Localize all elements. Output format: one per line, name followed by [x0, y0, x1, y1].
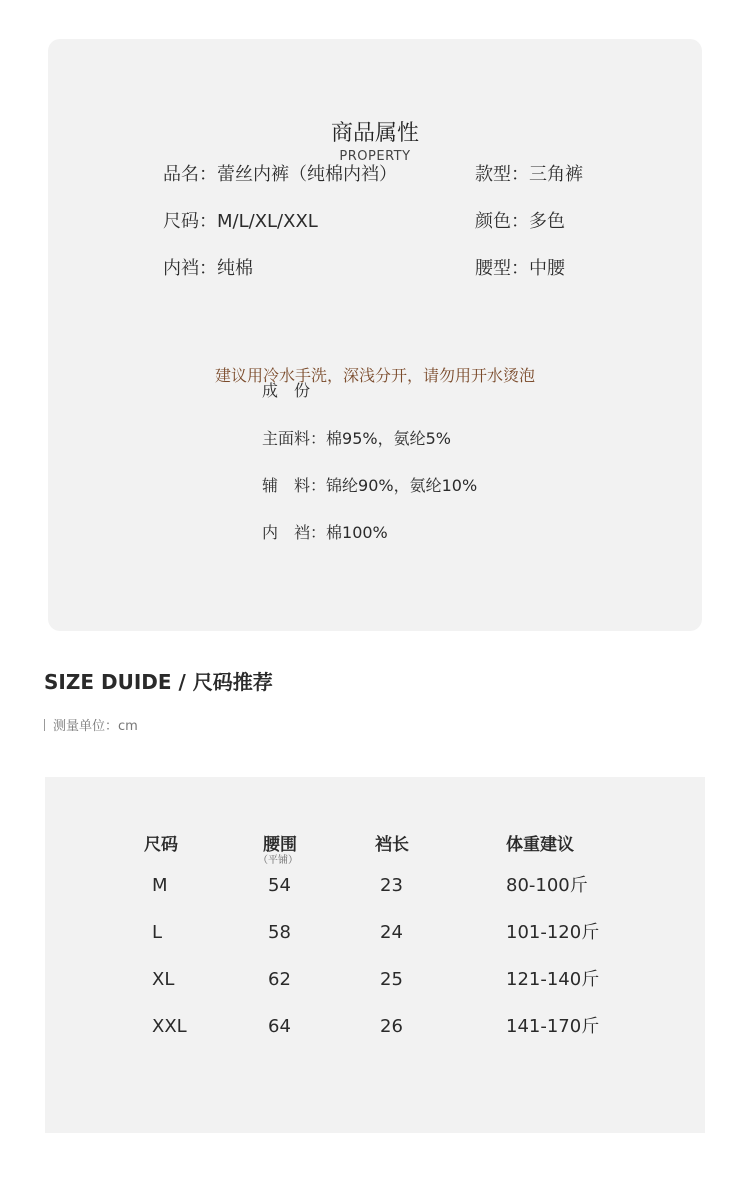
composition-label: 主面料：: [262, 429, 327, 448]
table-cell: 24: [380, 922, 403, 943]
unit-note: [44, 718, 138, 736]
property-card: [48, 39, 702, 631]
attr-size: [163, 210, 318, 234]
size-table: [45, 777, 705, 1133]
attr-name: [163, 163, 397, 187]
attr-label: 款型：: [475, 164, 529, 185]
attr-label: 腰型：: [475, 258, 529, 279]
column-header-size: 尺码: [144, 835, 178, 855]
table-cell: L: [152, 922, 163, 943]
table-cell: XXL: [152, 1016, 187, 1037]
composition-value: 棉95%，氨纶5%: [326, 429, 451, 448]
attr-label: 品名：: [163, 164, 217, 185]
attr-label: 颜色：: [475, 211, 529, 232]
table-cell: M: [152, 875, 168, 896]
table-cell: 80-100斤: [506, 875, 588, 896]
attr-value: 多色: [529, 211, 565, 232]
table-cell: 58: [268, 922, 291, 943]
composition-label: 辅 料：: [262, 476, 327, 495]
composition-heading: 成 份: [262, 381, 311, 400]
table-cell: 121-140斤: [506, 969, 600, 990]
composition-label: 内 裆：: [262, 523, 327, 542]
unit-note-text: 测量单位：cm: [53, 719, 138, 734]
property-title: 商品属性: [330, 121, 419, 146]
table-cell: 64: [268, 1016, 291, 1037]
attr-label: 内裆：: [163, 258, 217, 279]
table-cell: 23: [380, 875, 403, 896]
table-cell: 25: [380, 969, 403, 990]
attr-value: 蕾丝内裤（纯棉内裆）: [217, 164, 397, 185]
table-cell: 62: [268, 969, 291, 990]
composition-row: [262, 475, 477, 497]
attr-style: [475, 163, 583, 187]
attr-value: 三角裤: [529, 164, 583, 185]
attr-label: 尺码：: [163, 211, 217, 232]
table-cell: 101-120斤: [506, 922, 600, 943]
composition-value: 棉100%: [326, 523, 388, 542]
column-header-crotch-length: 裆长: [375, 835, 409, 855]
table-cell: 26: [380, 1016, 403, 1037]
column-header-weight: 体重建议: [506, 835, 574, 855]
attr-value: M/L/XL/XXL: [217, 211, 318, 232]
column-header-waist-note: （平铺）: [258, 855, 298, 866]
size-guide-heading: SIZE DUIDE / 尺码推荐: [44, 670, 273, 694]
property-subtitle: PROPERTY: [339, 149, 411, 164]
care-note: 建议用冷水手洗，深浅分开，请勿用开水烫泡: [214, 366, 535, 385]
composition-value: 锦纶90%，氨纶10%: [326, 476, 478, 495]
attr-waist: [475, 257, 565, 281]
column-header-waist: 腰围: [263, 835, 297, 855]
composition-row: [262, 428, 451, 450]
divider: [44, 719, 45, 731]
table-cell: 141-170斤: [506, 1016, 600, 1037]
table-cell: XL: [152, 969, 175, 990]
attr-color: [475, 210, 565, 234]
table-cell: 54: [268, 875, 291, 896]
attr-value: 中腰: [529, 258, 565, 279]
composition-row: [262, 522, 388, 544]
attr-crotch: [163, 257, 253, 281]
attr-value: 纯棉: [217, 258, 253, 279]
